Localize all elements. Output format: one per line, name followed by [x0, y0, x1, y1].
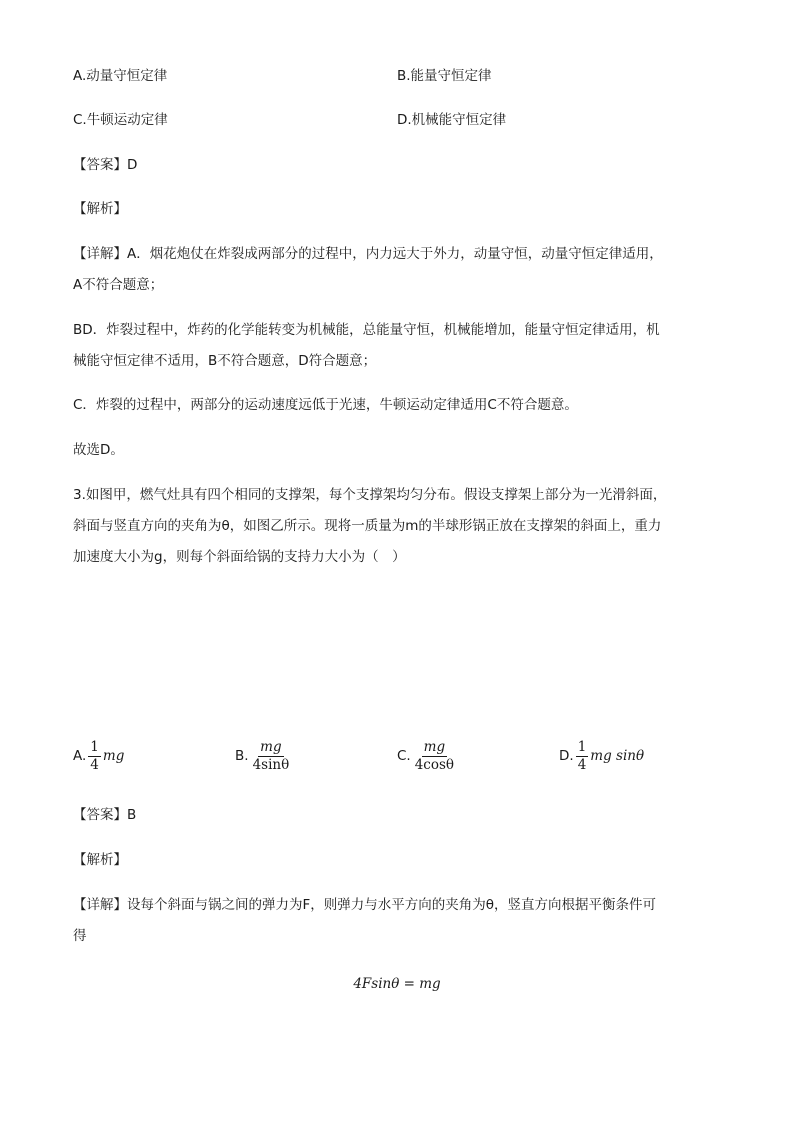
- q3-option-a-tail: mg: [102, 748, 125, 764]
- q3-option-a-label: A.: [73, 748, 87, 764]
- q2-detail-line4: 械能守恒定律不适用，B不符合题意，D符合题意；: [73, 353, 377, 369]
- q3-option-c: [397, 736, 458, 776]
- q3-option-c-denominator: 4cosθ: [414, 756, 455, 773]
- q3-stem-line3: 加速度大小为g，则每个斜面给锅的支持力大小为（ ）: [73, 549, 406, 565]
- q3-option-a-denominator: 4: [90, 756, 99, 773]
- q2-detail-line1: 【详解】A．烟花炮仗在炸裂成两部分的过程中，内力远大于外力，动量守恒，动量守恒定律适用，: [73, 246, 663, 262]
- q3-option-a-fraction: [88, 740, 101, 773]
- q3-option-d-label: D.: [559, 748, 574, 764]
- q3-option-d-fraction: [576, 740, 589, 773]
- q3-option-b-denominator: 4sinθ: [252, 756, 290, 773]
- q3-option-a-numerator: 1: [90, 738, 99, 755]
- q3-answer: 【答案】B: [73, 807, 137, 823]
- q3-option-b: [235, 736, 293, 776]
- q2-conclusion: 故选D。: [73, 442, 124, 458]
- q3-option-d-numerator: 1: [577, 738, 587, 755]
- q2-answer: 【答案】D: [73, 157, 138, 173]
- option-b: B.能量守恒定律: [397, 68, 492, 84]
- q3-equation: 4Fsinθ = mg: [353, 976, 441, 992]
- option-d: D.机械能守恒定律: [397, 112, 507, 128]
- q3-detail-line2: 得: [73, 928, 87, 944]
- q3-option-d-denominator: 4: [577, 756, 587, 773]
- q3-stem-line1: 3.如图甲，燃气灶具有四个相同的支撑架，每个支撑架均匀分布。假设支撑架上部分为一光滑斜面，: [73, 487, 667, 503]
- q3-stem-line2: 斜面与竖直方向的夹角为θ，如图乙所示。现将一质量为m的半球形锅正放在支撑架的斜面上，重力: [73, 518, 662, 534]
- q3-option-a: [73, 736, 124, 776]
- q3-option-d: [559, 736, 644, 776]
- q2-analysis-heading: 【解析】: [73, 201, 127, 217]
- q3-option-b-fraction: [251, 740, 292, 773]
- option-a: A.动量守恒定律: [73, 68, 168, 84]
- q3-option-d-tail: mg sinθ: [590, 748, 645, 764]
- q3-option-b-numerator: mg: [260, 738, 282, 755]
- q3-analysis-heading: 【解析】: [73, 852, 127, 868]
- option-c: C.牛顿运动定律: [73, 112, 168, 128]
- q2-detail-line5: C．炸裂的过程中，两部分的运动速度远低于光速，牛顿运动定律适用C不符合题意。: [73, 397, 578, 413]
- q3-option-c-numerator: mg: [423, 738, 446, 755]
- q3-option-c-fraction: [413, 740, 456, 773]
- q3-detail-line1: 【详解】设每个斜面与锅之间的弹力为F，则弹力与水平方向的夹角为θ，竖直方向根据平衡条件可: [73, 897, 657, 913]
- q3-option-c-label: C.: [397, 748, 411, 764]
- q2-detail-line3: BD．炸裂过程中，炸药的化学能转变为机械能，总能量守恒，机械能增加，能量守恒定律适用，机: [73, 322, 660, 338]
- q2-detail-line2: A不符合题意；: [73, 277, 164, 293]
- q3-option-b-label: B.: [235, 748, 249, 764]
